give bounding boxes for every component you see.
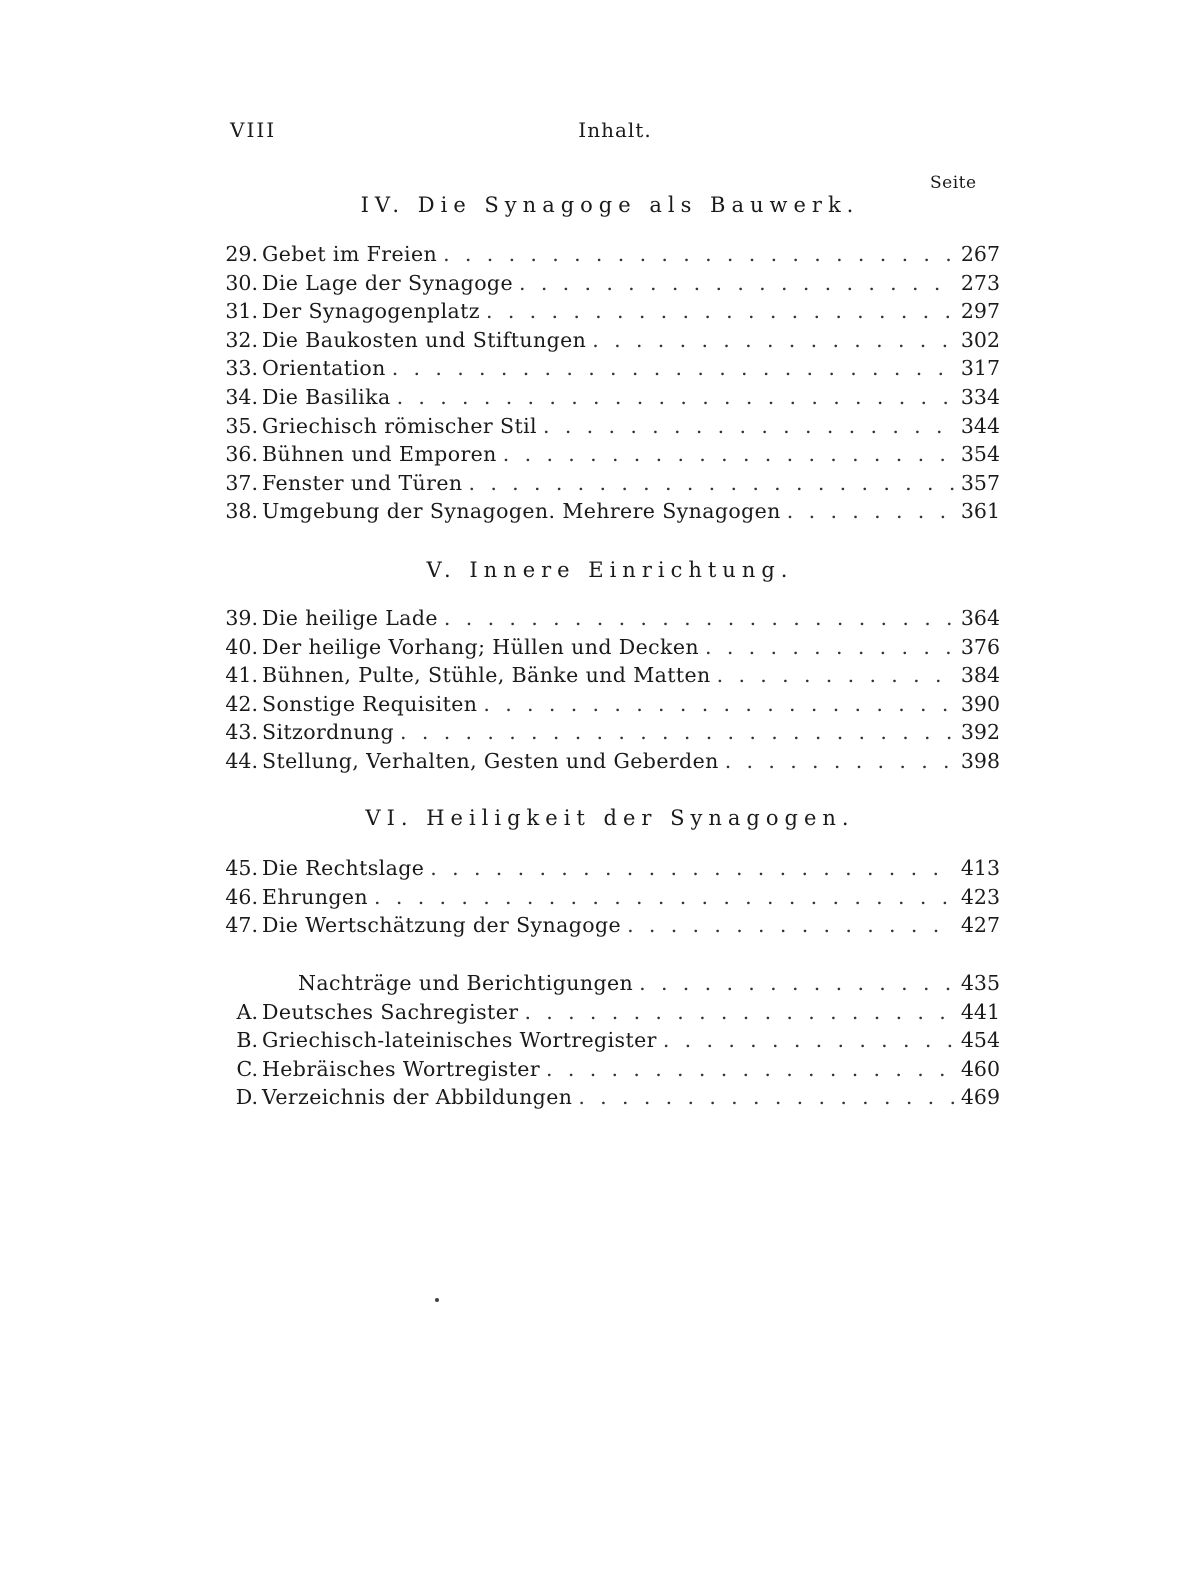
- dot-leader: [443, 242, 954, 266]
- toc-entry-title: Der Synagogenplatz: [262, 299, 480, 324]
- toc-entry-page: 364: [960, 606, 1000, 630]
- dot-leader: [400, 720, 954, 744]
- page-number: VIII: [230, 118, 277, 142]
- toc-entry-title: Sitzordnung: [262, 720, 395, 745]
- toc-entry-number: D.: [235, 1085, 258, 1110]
- toc-entry-title: Hebräisches Wortregister: [262, 1056, 541, 1081]
- toc-appendix: [222, 971, 1000, 1114]
- toc-entry: [222, 356, 1000, 385]
- toc-entry-page: 267: [960, 242, 1000, 266]
- toc-entry: [222, 1028, 1000, 1057]
- toc-section-v: [222, 606, 1000, 778]
- dot-leader: [486, 299, 954, 323]
- toc-entry-title: Die Lage der Synagoge: [262, 270, 513, 295]
- toc-entry-page: 392: [960, 720, 1000, 745]
- stray-ink-dot: [435, 1298, 439, 1302]
- toc-entry-page: 435: [960, 971, 1000, 995]
- toc-entry-page: 376: [960, 634, 1000, 659]
- toc-entry-number: 41.: [225, 663, 258, 688]
- toc-entry-number: A.: [236, 999, 258, 1024]
- dot-leader: [546, 1057, 954, 1081]
- toc-entry-number: 45.: [225, 856, 258, 880]
- dot-leader: [469, 471, 955, 495]
- toc-entry-page: 361: [960, 499, 1000, 524]
- section-heading-iv: IV. Die Synagoge als Bauwerk.: [360, 193, 860, 217]
- toc-entry: [222, 385, 1000, 414]
- toc-entry: [222, 749, 1000, 778]
- toc-entry: [222, 1085, 1000, 1114]
- toc-entry-page: 441: [960, 999, 1000, 1024]
- toc-entry: [222, 971, 1000, 1000]
- toc-entry-title: Die Rechtslage: [262, 856, 425, 880]
- toc-entry-title: Die Wertschätzung der Synagoge: [262, 913, 622, 938]
- toc-entry-page: 384: [960, 663, 1000, 688]
- toc-entry-number: 44.: [225, 748, 258, 773]
- running-title: Inhalt.: [578, 118, 652, 142]
- dot-leader: [543, 414, 954, 438]
- dot-leader: [787, 499, 954, 523]
- dot-leader: [627, 913, 954, 937]
- toc-entry-page: 317: [960, 356, 1000, 381]
- toc-entry-page: 297: [960, 299, 1000, 324]
- toc-entry-page: 273: [960, 270, 1000, 295]
- toc-entry-title: Bühnen und Emporen: [262, 442, 497, 467]
- toc-entry-title: Griechisch-lateinisches Wortregister: [262, 1028, 657, 1053]
- toc-entry-page: 354: [960, 442, 1000, 467]
- page-column-label: Seite: [930, 173, 977, 193]
- dot-leader: [592, 328, 954, 352]
- toc-entry: [222, 299, 1000, 328]
- toc-entry-title: Die Basilika: [262, 384, 391, 409]
- dot-leader: [519, 271, 954, 295]
- toc-entry: [222, 499, 1000, 528]
- toc-entry-number: 42.: [225, 691, 258, 716]
- dot-leader: [392, 356, 954, 380]
- toc-entry: [222, 856, 1000, 885]
- toc-entry-title: Die heilige Lade: [262, 606, 438, 630]
- toc-entry-page: 469: [960, 1085, 1000, 1110]
- toc-entry-number: 43.: [225, 720, 258, 745]
- running-header: [230, 118, 1000, 150]
- toc-entry-number: 47.: [225, 913, 258, 938]
- toc-entry-page: 454: [960, 1028, 1000, 1053]
- toc-section-iv: [222, 242, 1000, 528]
- toc-section-vi: [222, 856, 1000, 942]
- dot-leader: [717, 663, 954, 687]
- toc-entry-number: 31.: [225, 299, 258, 324]
- toc-entry: [222, 692, 1000, 721]
- dot-leader: [444, 606, 954, 630]
- toc-entry-title: Ehrungen: [262, 884, 369, 909]
- toc-entry-page: 390: [960, 691, 1000, 716]
- toc-entry-title: Bühnen, Pulte, Stühle, Bänke und Matten: [262, 663, 711, 688]
- toc-entry-number: 39.: [225, 606, 258, 630]
- toc-entry-number: 36.: [225, 442, 258, 467]
- toc-entry-title: Orientation: [262, 356, 386, 381]
- toc-entry-page: 334: [960, 384, 1000, 409]
- toc-entry: [222, 720, 1000, 749]
- dot-leader: [725, 749, 954, 773]
- dot-leader: [503, 442, 954, 466]
- toc-entry-title: Verzeichnis der Abbildungen: [262, 1085, 573, 1110]
- toc-entry: [222, 242, 1000, 271]
- dot-leader: [483, 692, 954, 716]
- toc-entry-page: 423: [960, 884, 1000, 909]
- toc-entry-page: 460: [960, 1056, 1000, 1081]
- toc-entry-number: 30.: [225, 270, 258, 295]
- toc-entry: [222, 606, 1000, 635]
- toc-entry-number: 37.: [225, 470, 258, 495]
- toc-entry-number: 33.: [225, 356, 258, 381]
- toc-entry: [222, 414, 1000, 443]
- toc-entry-title: Gebet im Freien: [262, 242, 438, 266]
- toc-entry-page: 302: [960, 327, 1000, 352]
- toc-entry-number: 46.: [225, 884, 258, 909]
- toc-entry-page: 398: [960, 748, 1000, 773]
- toc-entry: [222, 913, 1000, 942]
- toc-entry: [222, 271, 1000, 300]
- toc-entry-number: 35.: [225, 413, 258, 438]
- dot-leader: [397, 385, 954, 409]
- toc-entry-title: Nachträge und Berichtigungen: [298, 971, 634, 995]
- dot-leader: [524, 1000, 954, 1024]
- toc-entry-number: 29.: [225, 242, 258, 266]
- toc-entry: [222, 442, 1000, 471]
- toc-entry: [222, 635, 1000, 664]
- toc-entry-number: 34.: [225, 384, 258, 409]
- section-heading-vi: VI. Heiligkeit der Synagogen.: [365, 806, 855, 830]
- toc-entry: [222, 328, 1000, 357]
- toc-entry: [222, 1000, 1000, 1029]
- toc-entry: [222, 663, 1000, 692]
- dot-leader: [578, 1085, 954, 1109]
- toc-entry-title: Umgebung der Synagogen. Mehrere Synagogen: [262, 499, 781, 524]
- toc-entry-page: 344: [960, 413, 1000, 438]
- dot-leader: [430, 856, 954, 880]
- toc-entry-number: 38.: [225, 499, 258, 524]
- section-heading-v: V. Innere Einrichtung.: [426, 558, 794, 582]
- toc-entry-page: 357: [960, 470, 1000, 495]
- toc-entry-page: 413: [960, 856, 1000, 880]
- toc-entry: [222, 1057, 1000, 1086]
- toc-entry-number: C.: [236, 1056, 258, 1081]
- toc-entry-number: 40.: [225, 634, 258, 659]
- toc-entry-title: Fenster und Türen: [262, 470, 463, 495]
- toc-entry-number: 32.: [225, 327, 258, 352]
- toc-entry-title: Der heilige Vorhang; Hüllen und Decken: [262, 634, 699, 659]
- toc-entry-number: B.: [236, 1028, 258, 1053]
- dot-leader: [639, 971, 954, 995]
- dot-leader: [663, 1028, 954, 1052]
- toc-entry-title: Sonstige Requisiten: [262, 691, 478, 716]
- toc-entry-page: 427: [960, 913, 1000, 938]
- dot-leader: [374, 885, 954, 909]
- toc-entry-title: Griechisch römischer Stil: [262, 413, 538, 438]
- toc-entry-title: Die Baukosten und Stiftungen: [262, 327, 587, 352]
- toc-entry-title: Stellung, Verhalten, Gesten und Geberden: [262, 748, 719, 773]
- toc-entry: [222, 885, 1000, 914]
- toc-entry-title: Deutsches Sachregister: [262, 999, 519, 1024]
- toc-entry: [222, 471, 1000, 500]
- dot-leader: [705, 635, 954, 659]
